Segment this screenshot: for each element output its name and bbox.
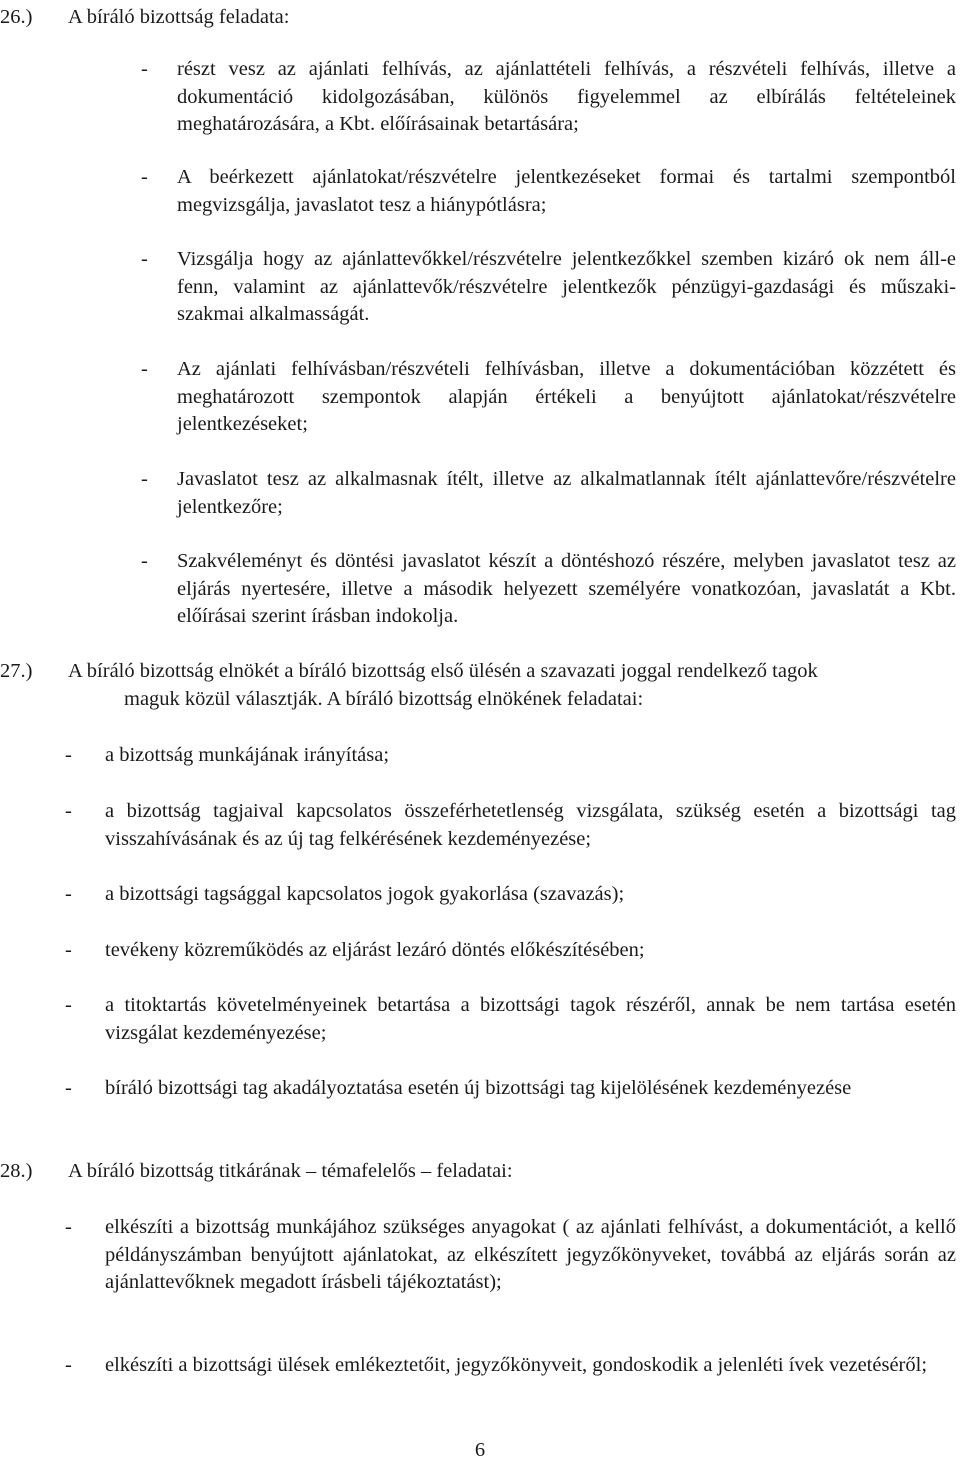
section-26-number: 26.) <box>0 6 33 28</box>
list-item <box>141 56 956 139</box>
list-dash: - <box>65 939 72 961</box>
list-item <box>65 742 956 770</box>
list-dash: - <box>65 800 72 822</box>
section-27-paragraph <box>0 658 956 713</box>
list-item-text: részt vesz az ajánlati felhívás, az ajánlattételi felhívás, a részvételi felhívás, illetve a dokumentáció kidolgozásában, különös figyelemmel az elbírálás feltételeinek meghatározására, a Kbt. előírásainak betartására; <box>177 58 956 135</box>
list-dash: - <box>65 1354 72 1376</box>
list-dash: - <box>65 1077 72 1099</box>
list-item <box>65 798 956 853</box>
list-item <box>65 937 956 965</box>
list-dash: - <box>65 994 72 1016</box>
list-item-text: elkészíti a bizottsági ülések emlékeztetőit, jegyzőkönyveit, gondoskodik a jelenléti ívek vezetéséről; <box>105 1354 928 1376</box>
list-dash: - <box>141 248 148 270</box>
list-item-text: a bizottság munkájának irányítása; <box>105 744 390 766</box>
list-item <box>65 992 956 1047</box>
section-27-text: A bíráló bizottság elnökét a bíráló bizottság első ülésén a szavazati joggal rendelkező tagok <box>68 660 818 682</box>
section-27-text-continued: maguk közül választják. A bíráló bizottság elnökének feladatai: <box>124 687 644 710</box>
list-item-text: A beérkezett ajánlatokat/részvételre jelentkezéseket formai és tartalmi szempontból megvizsgálja, javaslatot tesz a hiánypótlásra; <box>177 166 956 216</box>
list-item-text: elkészíti a bizottság munkájához szükséges anyagokat ( az ajánlati felhívást, a dokumentációt, a kellő példányszámban benyújtott ajánlatokat, az elkészített jegyzőkönyveket, továbbá az eljárás során az ajánlattevőknek megadott írásbeli tájékoztatást); <box>105 1216 956 1293</box>
page-number: 6 <box>474 1439 486 1461</box>
list-dash: - <box>65 1216 72 1238</box>
list-item <box>141 164 956 219</box>
list-item-text: Vizsgálja hogy az ajánlattevőkkel/részvételre jelentkezőkkel szemben kizáró ok nem áll-e fenn, valamint az ajánlattevők/részvételre jelentkezők pénzügyi-gazdasági és műszaki- szakmai alkalmasságát. <box>177 248 956 325</box>
section-27-number: 27.) <box>0 660 33 682</box>
list-item <box>141 466 956 521</box>
list-item-text: a bizottsági tagsággal kapcsolatos jogok gyakorlása (szavazás); <box>105 883 625 905</box>
section-28-number: 28.) <box>0 1160 33 1182</box>
list-item <box>141 356 956 439</box>
list-dash: - <box>141 550 148 572</box>
list-item <box>141 548 956 631</box>
list-item-text: tevékeny közreműködés az eljárást lezáró döntés előkészítésében; <box>105 939 645 961</box>
list-dash: - <box>65 744 72 766</box>
list-item <box>65 1352 956 1380</box>
list-item-text: a bizottság tagjaival kapcsolatos összeférhetetlenség vizsgálata, szükség esetén a bizottsági tag visszahívásának és az új tag felkérésének kezdeményezése; <box>105 800 956 850</box>
list-item-text: Szakvéleményt és döntési javaslatot készít a döntéshozó részére, melyben javaslatot tesz az eljárás nyertesére, illetve a második helyezett személyére vonatkozóan, javaslatát a Kbt. előírásai szerint írásban indokolja. <box>177 550 956 627</box>
list-dash: - <box>141 468 148 490</box>
list-dash: - <box>65 883 72 905</box>
list-dash: - <box>141 166 148 188</box>
list-item <box>65 881 956 909</box>
section-28-title: A bíráló bizottság titkárának – témafelelős – feladatai: <box>68 1160 513 1182</box>
list-item-text: bíráló bizottsági tag akadályoztatása esetén új bizottsági tag kijelölésének kezdeményezése <box>105 1077 852 1099</box>
list-dash: - <box>141 358 148 380</box>
section-26-title: A bíráló bizottság feladata: <box>68 6 290 28</box>
list-item <box>65 1214 956 1297</box>
list-item-text: Javaslatot tesz az alkalmasnak ítélt, illetve az alkalmatlannak ítélt ajánlattevőre/részvételre jelentkezőre; <box>177 468 956 518</box>
list-item <box>141 246 956 329</box>
list-item-text: a titoktartás követelményeinek betartása a bizottsági tagok részéről, annak be nem tartása esetén vizsgálat kezdeményezése; <box>105 994 956 1044</box>
list-item <box>65 1075 956 1103</box>
list-dash: - <box>141 58 148 80</box>
list-item-text: Az ajánlati felhívásban/részvételi felhívásban, illetve a dokumentációban közzétett és meghatározott szempontok alapján értékeli a benyújtott ajánlatokat/részvételre jelentkezéseket; <box>177 358 956 435</box>
